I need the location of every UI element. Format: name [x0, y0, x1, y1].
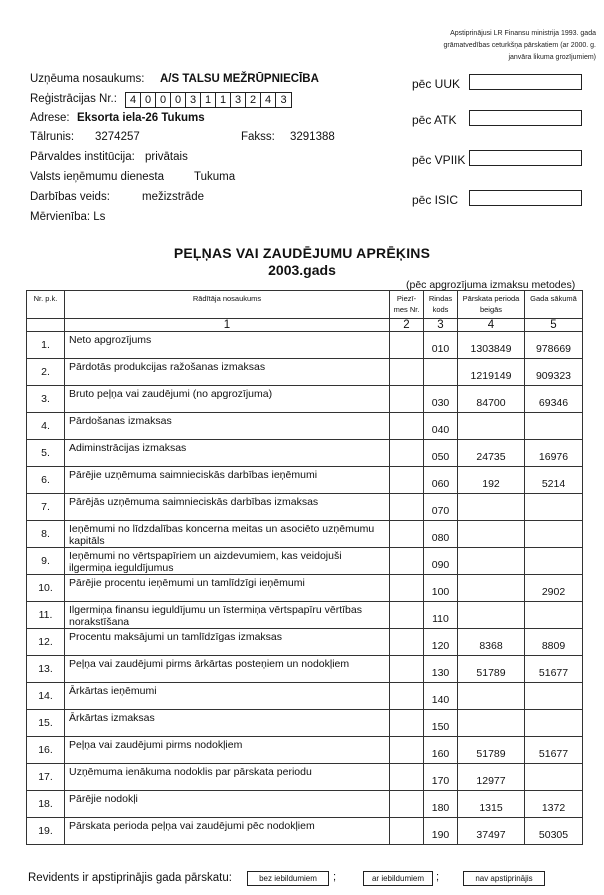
table-row	[27, 656, 583, 683]
auditor-option-not-approved[interactable]: nav apstiprinājis	[463, 871, 545, 886]
row-code: 070	[424, 494, 458, 521]
row-note	[390, 629, 424, 656]
row-code: 040	[424, 413, 458, 440]
company-name-label: Uzņēuma nosaukums:	[30, 73, 145, 85]
authority-label: Pārvaldes institūcija:	[30, 151, 135, 163]
tax-office-value: Tukuma	[194, 171, 236, 183]
row-number: 8.	[27, 521, 65, 548]
fax-label: Fakss:	[241, 131, 275, 143]
row-name: Neto apgrozījums	[65, 332, 390, 359]
row-name: Pārējie procentu ieņēmumi un tamlīdzīgi ieņēmumi	[65, 575, 390, 602]
code-atk-label: pēc ATK	[412, 113, 457, 127]
reg-digit: 0	[171, 93, 186, 107]
row-name: Pārējie uzņēmuma saimnieciskās darbības ieņēmumi	[65, 467, 390, 494]
reg-digit: 2	[246, 93, 261, 107]
separator-2: ;	[436, 871, 440, 883]
reg-digit: 3	[186, 93, 201, 107]
row-note	[390, 548, 424, 575]
row-note	[390, 521, 424, 548]
row-number: 1.	[27, 332, 65, 359]
row-period-end-value: 1315	[458, 791, 525, 818]
row-number: 18.	[27, 791, 65, 818]
row-period-end-value	[458, 575, 525, 602]
row-period-end-value: 51789	[458, 656, 525, 683]
table-row	[27, 602, 583, 629]
row-period-end-value: 192	[458, 467, 525, 494]
row-name: Ieņēmumi no vērtspapīriem un aizdevumiem, kas veidojuši ilgermiņa ieguldījumus	[65, 548, 390, 575]
row-period-end-value: 1219149	[458, 359, 525, 386]
row-code: 120	[424, 629, 458, 656]
approval-note: Apstiprinājusi LR Finansu ministrija 1993. gada grāmatvedības ceturkšņa pārskatiem (ar 2000. g. janvāra likuma grozījumiem)	[443, 30, 596, 61]
row-note	[390, 494, 424, 521]
row-year-start-value: 909323	[525, 359, 583, 386]
row-number: 10.	[27, 575, 65, 602]
table-row	[27, 710, 583, 737]
row-code: 030	[424, 386, 458, 413]
company-name-value: A/S TALSU MEŽRŪPNIECĪBA	[160, 73, 319, 85]
row-note	[390, 440, 424, 467]
row-number: 7.	[27, 494, 65, 521]
header-year-start: Gada sākumā	[525, 291, 583, 319]
row-year-start-value	[525, 764, 583, 791]
fax-value: 3291388	[290, 131, 335, 143]
row-year-start-value	[525, 413, 583, 440]
auditor-label: Revidents ir apstiprinājis gada pārskatu:	[28, 872, 232, 884]
row-number: 13.	[27, 656, 65, 683]
reg-number-boxes	[125, 92, 292, 108]
table-row	[27, 629, 583, 656]
report-method: (pēc apgrozījuma izmaksu metodes)	[406, 279, 576, 291]
row-period-end-value: 37497	[458, 818, 525, 845]
col-number-4: 4	[458, 319, 525, 332]
row-number: 5.	[27, 440, 65, 467]
row-period-end-value: 8368	[458, 629, 525, 656]
row-code: 010	[424, 332, 458, 359]
table-row	[27, 818, 583, 845]
code-vpiik-field[interactable]	[469, 150, 582, 166]
row-year-start-value: 2902	[525, 575, 583, 602]
row-period-end-value: 24735	[458, 440, 525, 467]
row-year-start-value: 16976	[525, 440, 583, 467]
table-row	[27, 737, 583, 764]
table-row	[27, 683, 583, 710]
row-code: 050	[424, 440, 458, 467]
row-code: 170	[424, 764, 458, 791]
header-note: Piezī- mes Nr.	[390, 291, 424, 319]
auditor-option-with-objections[interactable]: ar iebildumiem	[363, 871, 433, 886]
row-period-end-value	[458, 683, 525, 710]
row-year-start-value	[525, 494, 583, 521]
row-year-start-value: 51677	[525, 737, 583, 764]
header-period-end: Pārskata perioda beigās	[458, 291, 525, 319]
col-number-blank	[27, 319, 65, 332]
row-name: Ieņēmumi no līdzdalības koncerna meitas un asociēto uzņēmumu kapitāls	[65, 521, 390, 548]
row-period-end-value: 12977	[458, 764, 525, 791]
auditor-option-no-objections[interactable]: bez iebildumiem	[247, 871, 329, 886]
row-number: 15.	[27, 710, 65, 737]
row-period-end-value	[458, 521, 525, 548]
row-number: 12.	[27, 629, 65, 656]
row-code: 150	[424, 710, 458, 737]
report-year: 2003.gads	[268, 262, 336, 278]
code-uuk-field[interactable]	[469, 74, 582, 90]
phone-value: 3274257	[95, 131, 140, 143]
table-row	[27, 494, 583, 521]
code-isic-field[interactable]	[469, 190, 582, 206]
row-note	[390, 332, 424, 359]
row-note	[390, 710, 424, 737]
row-note	[390, 683, 424, 710]
code-uuk-label: pēc UUK	[412, 77, 461, 91]
tax-office-label: Valsts ieņēmumu dienesta	[30, 171, 165, 183]
code-atk-field[interactable]	[469, 110, 582, 126]
row-number: 9.	[27, 548, 65, 575]
row-year-start-value: 1372	[525, 791, 583, 818]
table-row	[27, 386, 583, 413]
row-code: 060	[424, 467, 458, 494]
row-period-end-value	[458, 494, 525, 521]
row-note	[390, 359, 424, 386]
row-note	[390, 413, 424, 440]
row-year-start-value	[525, 548, 583, 575]
reg-digit: 1	[216, 93, 231, 107]
row-period-end-value: 1303849	[458, 332, 525, 359]
row-note	[390, 791, 424, 818]
row-number: 17.	[27, 764, 65, 791]
reg-digit: 0	[141, 93, 156, 107]
table-row	[27, 440, 583, 467]
activity-value: mežizstrāde	[142, 191, 204, 203]
row-note	[390, 656, 424, 683]
col-number-1: 1	[65, 319, 390, 332]
unit-label: Mērvienība: Ls	[30, 211, 106, 223]
table-row	[27, 359, 583, 386]
row-code	[424, 359, 458, 386]
row-number: 16.	[27, 737, 65, 764]
reg-number-label: Reģistrācijas Nr.:	[30, 93, 117, 105]
row-code: 160	[424, 737, 458, 764]
profit-loss-table	[26, 290, 583, 845]
authority-value: privātais	[145, 151, 188, 163]
row-number: 4.	[27, 413, 65, 440]
code-vpiik-label: pēc VPIIK	[412, 153, 466, 167]
code-isic-label: pēc ISIC	[412, 193, 459, 207]
row-number: 14.	[27, 683, 65, 710]
row-code: 080	[424, 521, 458, 548]
activity-label: Darbības veids:	[30, 191, 110, 203]
row-note	[390, 764, 424, 791]
row-period-end-value	[458, 602, 525, 629]
row-number: 19.	[27, 818, 65, 845]
row-code: 190	[424, 818, 458, 845]
row-year-start-value	[525, 602, 583, 629]
table-row	[27, 548, 583, 575]
reg-digit: 0	[156, 93, 171, 107]
row-name: Procentu maksājumi un tamlīdzīgas izmaksas	[65, 629, 390, 656]
row-name: Pārskata perioda peļņa vai zaudējumi pēc nodokļiem	[65, 818, 390, 845]
row-name: Pārējie nodokļi	[65, 791, 390, 818]
row-code: 090	[424, 548, 458, 575]
row-code: 140	[424, 683, 458, 710]
reg-digit: 1	[201, 93, 216, 107]
row-period-end-value: 84700	[458, 386, 525, 413]
row-period-end-value	[458, 413, 525, 440]
table-row	[27, 791, 583, 818]
separator-1: ;	[333, 871, 337, 883]
row-name: Pārdotās produkcijas ražošanas izmaksas	[65, 359, 390, 386]
col-number-5: 5	[525, 319, 583, 332]
row-period-end-value: 51789	[458, 737, 525, 764]
row-name: Adiminstrācijas izmaksas	[65, 440, 390, 467]
report-title: PEĻŅAS VAI ZAUDĒJUMU APRĒĶINS	[173, 245, 431, 261]
row-name: Peļņa vai zaudējumi pirms ārkārtas posteņiem un nodokļiem	[65, 656, 390, 683]
row-note	[390, 602, 424, 629]
reg-digit: 3	[280, 94, 287, 106]
address-value: Eksorta iela-26 Tukums	[77, 112, 205, 124]
row-name: Ārkārtas ieņēmumi	[65, 683, 390, 710]
reg-digit: 4	[126, 93, 141, 107]
row-code: 180	[424, 791, 458, 818]
row-number: 6.	[27, 467, 65, 494]
row-name: Ārkārtas izmaksas	[65, 710, 390, 737]
row-number: 2.	[27, 359, 65, 386]
row-name: Pārdošanas izmaksas	[65, 413, 390, 440]
row-code: 130	[424, 656, 458, 683]
row-year-start-value: 51677	[525, 656, 583, 683]
row-year-start-value	[525, 683, 583, 710]
row-name: Pārējās uzņēmuma saimnieciskās darbības izmaksas	[65, 494, 390, 521]
col-number-3: 3	[424, 319, 458, 332]
row-code: 110	[424, 602, 458, 629]
row-year-start-value	[525, 521, 583, 548]
row-name: Peļņa vai zaudējumi pirms nodokļiem	[65, 737, 390, 764]
row-year-start-value: 69346	[525, 386, 583, 413]
table-row	[27, 575, 583, 602]
reg-digit: 3	[231, 93, 246, 107]
table-row	[27, 764, 583, 791]
col-number-2: 2	[390, 319, 424, 332]
table-row	[27, 521, 583, 548]
row-name: Bruto peļņa vai zaudējumi (no apgrozījuma)	[65, 386, 390, 413]
row-note	[390, 818, 424, 845]
row-note	[390, 575, 424, 602]
row-name: Ilgermiņa finansu ieguldījumu un īstermiņa vērtspapīru vērtības norakstīšana	[65, 602, 390, 629]
row-number: 3.	[27, 386, 65, 413]
row-year-start-value: 978669	[525, 332, 583, 359]
row-note	[390, 386, 424, 413]
row-year-start-value: 8809	[525, 629, 583, 656]
row-number: 11.	[27, 602, 65, 629]
row-year-start-value	[525, 710, 583, 737]
header-name: Rādītāja nosaukums	[65, 291, 390, 319]
row-note	[390, 737, 424, 764]
address-label: Adrese:	[30, 112, 70, 124]
row-period-end-value	[458, 548, 525, 575]
table-row	[27, 413, 583, 440]
table-row	[27, 332, 583, 359]
row-name: Uzņēmuma ienākuma nodoklis par pārskata periodu	[65, 764, 390, 791]
row-year-start-value: 50305	[525, 818, 583, 845]
row-note	[390, 467, 424, 494]
row-year-start-value: 5214	[525, 467, 583, 494]
table-row	[27, 467, 583, 494]
row-code: 100	[424, 575, 458, 602]
header-nr: Nr. p.k.	[27, 291, 65, 319]
phone-label: Tālrunis:	[30, 131, 75, 143]
reg-digit: 4	[261, 93, 276, 107]
row-period-end-value	[458, 710, 525, 737]
header-code: Rindas kods	[424, 291, 458, 319]
